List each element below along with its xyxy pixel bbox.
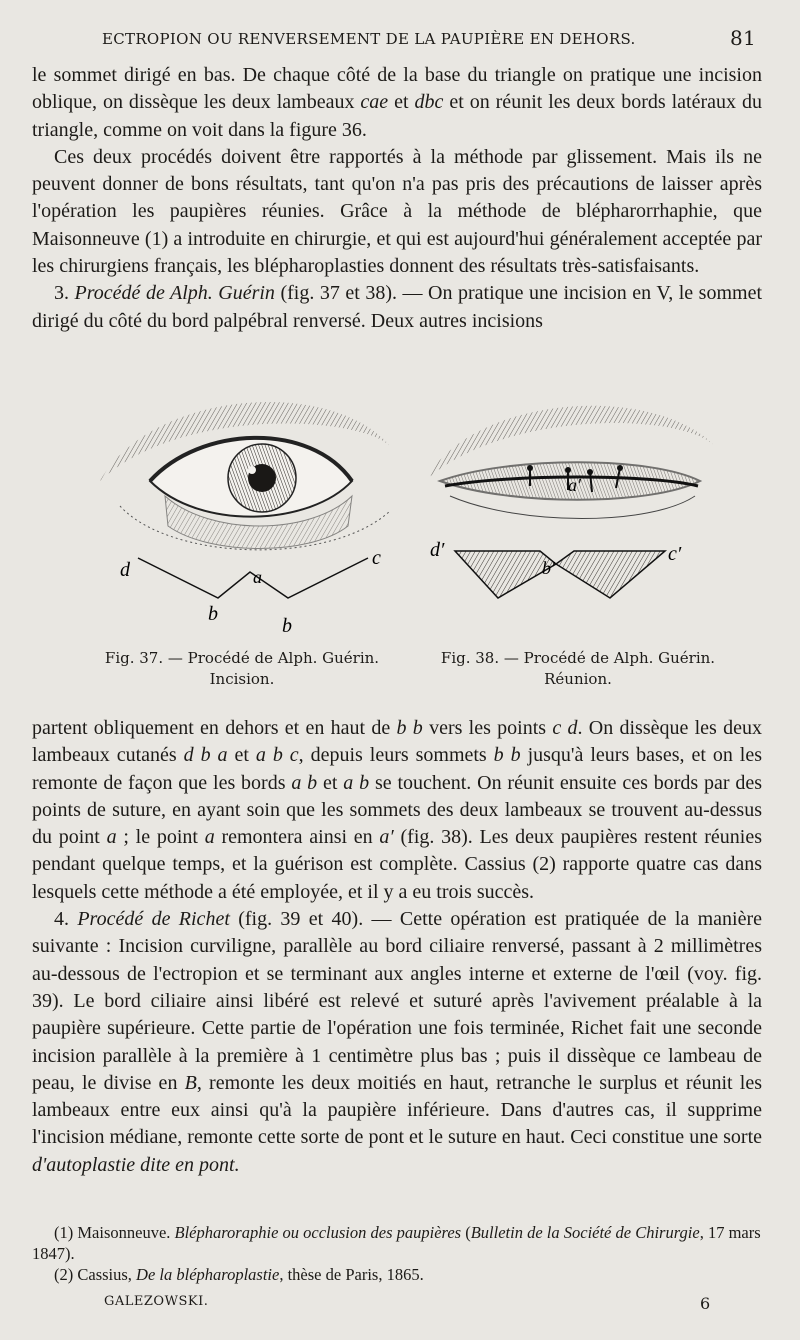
fig37-label-d: d — [120, 559, 130, 581]
footnote-2: (2) Cassius, De la blépharoplastie, thèse de Paris, 1865. — [54, 1265, 424, 1284]
paragraph: Ces deux procédés doivent être rapportés à la méthode par glissement. Mais ils ne peuvent donner de bons résultats, tant qu'on n'a pas pris des précautions de laisser après l'opération les paupières réunies. Grâce à la méthode de blépharorrhaphie, que Maisonneuve (1) a introduite en chirurgie, et qui est aujourd'hui généralement acceptée par les chirurgiens français, les blépharoplasties donnent des résultats très-satisfaisants. — [32, 145, 762, 278]
fig37-label-b2: b — [282, 615, 292, 636]
signature-mark: 6 — [700, 1294, 711, 1313]
page-number: 81 — [729, 26, 756, 50]
footnote-1: (1) Maisonneuve. Blépharoraphie ou occlusion des paupières (Bulletin de la Société de Chirurgie, 17 mars 1847). — [32, 1223, 761, 1263]
figure-illustrations — [90, 386, 770, 636]
fig38-label-c: c′ — [668, 543, 682, 565]
figure-37-eye — [100, 402, 390, 550]
fig37-label-a: a — [253, 567, 262, 587]
paragraph: partent obliquement en dehors et en haut de b b vers les points c d. On dissèque les deux lambeaux cutanés d b a et a b c, depuis leurs sommets b b jusqu'à leurs bases, et on les remonte de façon que les bords a b et a b se touchent. On réunit ensuite ces bords par des points de suture, en ayant soin que les sommets des deux lambeaux se trouvent au-dessus du point a ; le point a remontera ainsi en a′ (fig. 38). Les deux paupières restent réunies pendant quelque temps, et la guérison est complète. Cassius (2) rapporte quatre cas dans lesquels cette méthode a été employée, et il y a eu trois succès. — [32, 717, 763, 903]
figure-37-caption: Fig. 37. — Procédé de Alph. Guérin. Incision. — [104, 649, 380, 688]
paragraph: 4. Procédé de Richet (fig. 39 et 40). — Cette opération est pratiquée de la manière suivante : Incision curviligne, parallèle au bord ciliaire renversé, passant à 2 millimètres au-dessous de l'ectropion et se terminant aux angles interne et externe de l'œil (voy. fig. 39). Le bord ciliaire ainsi libéré est relevé et suturé après l'avivement préalable à la paupière supérieure. Cette partie de l'opération une fois terminée, Richet fait une seconde incision parallèle à la première à 1 centimètre plus bas ; puis il dissèque ce lambeau de peau, le divise en B, remonte les deux moitiés en haut, retranche le surplus et réunit les lambeaux entre eux ainsi qu'à la paupière inférieure. Dans d'autres cas, il supprime l'incision médiane, remonte cette sorte de pont et le suture en haut. Ceci constitue une sorte d'autoplastie dite en pont. — [32, 908, 762, 1176]
running-header — [32, 26, 756, 56]
running-title: ECTROPION OU RENVERSEMENT DE LA PAUPIÈRE EN DEHORS. — [102, 30, 636, 48]
section-title: Procédé de Richet — [77, 908, 230, 931]
figure-38-flaps — [455, 551, 665, 598]
body-text-bottom — [32, 715, 762, 1179]
section-title: Procédé de Alph. Guérin — [74, 282, 275, 305]
paragraph: 3. Procédé de Alph. Guérin (fig. 37 et 38). — On pratique une incision en V, le sommet dirigé du côté du bord palpébral renversé. Deux autres incisions — [32, 282, 763, 332]
fig38-label-b: b′ — [542, 558, 555, 578]
figure-38-eye — [425, 406, 715, 519]
printer-signature-author: GALEZOWSKI. — [104, 1294, 209, 1309]
fig37-label-b1: b — [208, 603, 218, 625]
fig38-label-d: d′ — [430, 539, 445, 561]
body-text-top — [32, 62, 762, 335]
fig38-label-a: a′ — [568, 475, 581, 495]
figure-38-caption: Fig. 38. — Procédé de Alph. Guérin. Réunion. — [440, 649, 716, 688]
footnotes — [32, 1222, 772, 1285]
fig37-label-c: c — [372, 547, 381, 569]
paragraph: le sommet dirigé en bas. De chaque côté de la base du triangle on pratique une incision oblique, on dissèque les deux lambeaux cae et dbc et on réunit les deux bords latéraux du triangle, comme on voit dans la figure 36. — [32, 64, 762, 141]
